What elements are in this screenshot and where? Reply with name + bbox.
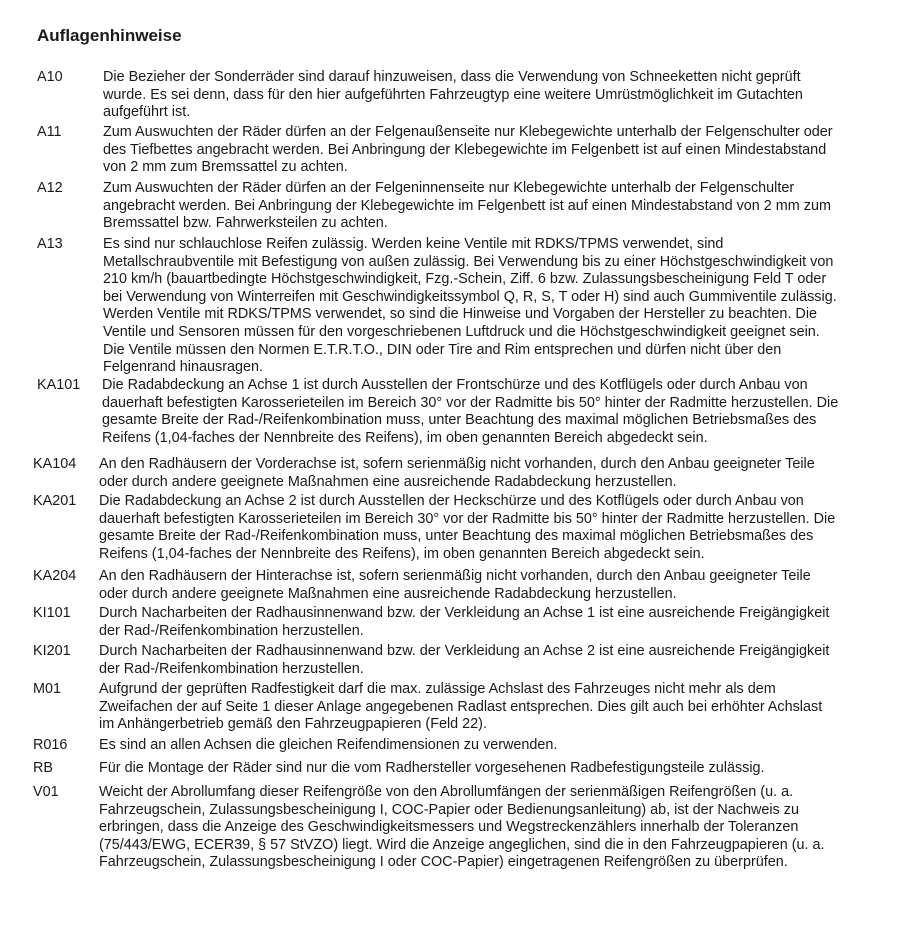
note-text-line: dauerhaft befestigten Karosserieteilen im Bereich 30° vor der Radmitte bis 50° hinter der Radmitte herzustellen. Die xyxy=(102,394,839,411)
note-code: KA104 xyxy=(33,456,77,472)
note-code: RB xyxy=(33,760,53,776)
note-text-line: von 2 mm zum Bremssattel zu achten. xyxy=(103,159,348,176)
note-code: KI201 xyxy=(33,643,71,659)
note-text-line: wurde. Es sei denn, dass für den hier aufgeführten Fahrzeugtyp eine weitere Umrüstmöglichkeit im Gutachten xyxy=(103,86,803,103)
note-text-line: Felgenrand hinausragen. xyxy=(103,359,264,376)
note-text-line: Reifens (1,04-faches der Nennbreite des Reifens), im oben genannten Bereich abgedeckt sein. xyxy=(99,545,705,562)
note-text-line: Für die Montage der Räder sind nur die vom Radhersteller vorgesehenen Radbefestigungsteile zulässig. xyxy=(99,760,765,776)
note-text-line: dauerhaft befestigten Karosserieteilen im Bereich 30° vor der Radmitte bis 50° hinter der Radmitte herzustellen. Die xyxy=(99,510,836,527)
note-text-line: Es sind nur schlauchlose Reifen zulässig. Werden keine Ventile mit RDKS/TPMS verwendet, sind xyxy=(103,236,724,252)
note-text-line: Die Ventile müssen den Normen E.T.R.T.O., DIN oder Tire and Rim entsprechen und dürfen nicht über den xyxy=(103,341,782,358)
note-text-line: Werden Ventile mit RDKS/TPMS verwendet, so sind die Hinweise und Vorgaben der Hersteller zu beachten. Die xyxy=(103,306,818,323)
page-title: Auflagenhinweise xyxy=(37,26,182,45)
note-code: KA101 xyxy=(37,377,81,393)
note-text-line: Durch Nacharbeiten der Radhausinnenwand bzw. der Verkleidung an Achse 2 ist eine ausreichende Freigängigkeit xyxy=(99,643,830,659)
note-text xyxy=(99,681,822,734)
note-code: M01 xyxy=(33,681,61,697)
note-text-line: Ventile und Sensoren müssen für den vorgeschriebenen Luftdruck und die Höchstgeschwindigkeit geeignet sein. xyxy=(103,323,820,340)
note-text xyxy=(99,760,765,778)
note-text-line: des Tiefbettes angebracht werden. Bei Anbringung der Klebegewichte im Felgenbett ist auf einen Mindestabstand xyxy=(103,141,827,158)
note-text xyxy=(103,124,833,177)
note-text-line: Zum Auswuchten der Räder dürfen an der Felgenaußenseite nur Klebegewichte unterhalb der Felgenschulter oder xyxy=(103,124,833,140)
note-text-line: Durch Nacharbeiten der Radhausinnenwand bzw. der Verkleidung an Achse 1 ist eine ausreichende Freigängigkeit xyxy=(99,605,830,621)
note-text-line: der Rad-/Reifenkombination herzustellen. xyxy=(99,622,364,639)
note-text-line: Weicht der Abrollumfang dieser Reifengröße von den Abrollumfängen der serienmäßigen Reifengrößen (u. a. xyxy=(99,784,794,800)
note-text-line: Reifens (1,04-faches der Nennbreite des Reifens), im oben genannten Bereich abgedeckt sein. xyxy=(102,429,708,446)
note-text-line: oder durch andere geeignete Maßnahmen eine ausreichende Radabdeckung herzustellen. xyxy=(99,585,677,602)
note-text-line: Metallschraubventile mit Befestigung von außen zulässig. Bei Verwendung bis zu einer Höchstgeschwindigkeit von xyxy=(103,253,834,270)
note-text xyxy=(103,180,831,233)
note-text-line: oder durch andere geeignete Maßnahmen eine ausreichende Radabdeckung herzustellen. xyxy=(99,473,677,490)
note-text xyxy=(99,568,811,603)
note-text xyxy=(99,493,835,563)
note-text-line: An den Radhäusern der Vorderachse ist, sofern serienmäßig nicht vorhanden, durch den Anbau geeigneter Teile xyxy=(99,456,815,472)
note-text-line: gesamte Breite der Rad-/Reifenkombination muss, unter Beachtung des maximal möglichen Betriebsmaßes des xyxy=(102,412,817,429)
note-text xyxy=(99,737,557,755)
note-text-line: Zweifachen der auf Seite 1 dieser Anlage angegebenen Radlast entsprechen. Dies gilt auch bei erhöhter Achslast xyxy=(99,698,823,715)
note-text xyxy=(99,605,829,640)
note-code: KA201 xyxy=(33,493,77,509)
note-text xyxy=(102,377,838,447)
note-code: A10 xyxy=(37,69,63,85)
note-code: A12 xyxy=(37,180,63,196)
note-text-line: Die Radabdeckung an Achse 1 ist durch Ausstellen der Frontschürze und des Kotflügels oder durch Anbau von xyxy=(102,377,808,393)
note-text-line: Die Radabdeckung an Achse 2 ist durch Ausstellen der Heckschürze und des Kotflügels oder durch Anbau von xyxy=(99,493,804,509)
note-text xyxy=(103,69,803,122)
note-text-line: gesamte Breite der Rad-/Reifenkombination muss, unter Beachtung des maximal möglichen Betriebsmaßes des xyxy=(99,528,814,545)
note-text-line: Zum Auswuchten der Räder dürfen an der Felgeninnenseite nur Klebegewichte unterhalb der Felgenschulter xyxy=(103,180,795,196)
note-text-line: der Rad-/Reifenkombination herzustellen. xyxy=(99,660,364,677)
note-code: A13 xyxy=(37,236,63,252)
note-text xyxy=(99,784,825,872)
note-text-line: Fahrzeugschein, Zulassungsbescheinigung I oder COC-Papier) eingetragenen Reifengrößen zu überprüfen. xyxy=(99,854,788,871)
note-text-line: Die Bezieher der Sonderräder sind darauf hinzuweisen, dass die Verwendung von Schneeketten nicht geprüft xyxy=(103,69,801,85)
note-text-line: Es sind an allen Achsen die gleichen Reifendimensionen zu verwenden. xyxy=(99,737,558,753)
note-text xyxy=(99,456,815,491)
note-text-line: Fahrzeugschein, Zulassungsbescheinigung I, COC-Papier oder Bedienungsanleitung) ab, ist der Nachweis zu xyxy=(99,801,799,818)
note-text-line: An den Radhäusern der Hinterachse ist, sofern serienmäßig nicht vorhanden, durch den Anbau geeigneter Teile xyxy=(99,568,811,584)
note-text-line: (75/443/EWG, ECER39, § 57 StVZO) liegt. Wird die Anzeige angeglichen, sind die in den Fahrzeugpapieren (u. a. xyxy=(99,836,825,853)
note-text-line: im Anhängerbetrieb gemäß den Fahrzeugpapieren (Feld 22). xyxy=(99,716,487,733)
note-text-line: Aufgrund der geprüften Radfestigkeit darf die max. zulässige Achslast des Fahrzeuges nicht mehr als dem xyxy=(99,681,776,697)
note-text-line: Bremssattel bzw. Fahrwerksteilen zu achten. xyxy=(103,215,388,232)
note-code: R016 xyxy=(33,737,68,753)
note-text-line: erbringen, dass die Anzeige des Geschwindigkeitsmessers und Wegstreckenzählers innerhalb der Toleranzen xyxy=(99,819,799,836)
note-code: V01 xyxy=(33,784,59,800)
note-text-line: angebracht werden. Bei Anbringung der Klebegewichte im Felgenbett ist auf einen Mindestabstand von 2 mm zum xyxy=(103,197,831,214)
note-text-line: bei Verwendung von Winterreifen mit Geschwindigkeitssymbol Q, R, S, T oder H) sind auch Gummiventile zulässig. xyxy=(103,288,837,305)
note-text xyxy=(103,236,837,377)
note-code: KA204 xyxy=(33,568,77,584)
note-text xyxy=(99,643,829,678)
note-code: A11 xyxy=(37,124,62,140)
note-code: KI101 xyxy=(33,605,71,621)
note-text-line: aufgeführt ist. xyxy=(103,104,191,121)
note-text-line: 210 km/h (bauartbedingte Höchstgeschwindigkeit, Fzg.-Schein, Ziff. 6 bzw. Zulassungsbescheinigung Feld T oder xyxy=(103,271,827,288)
